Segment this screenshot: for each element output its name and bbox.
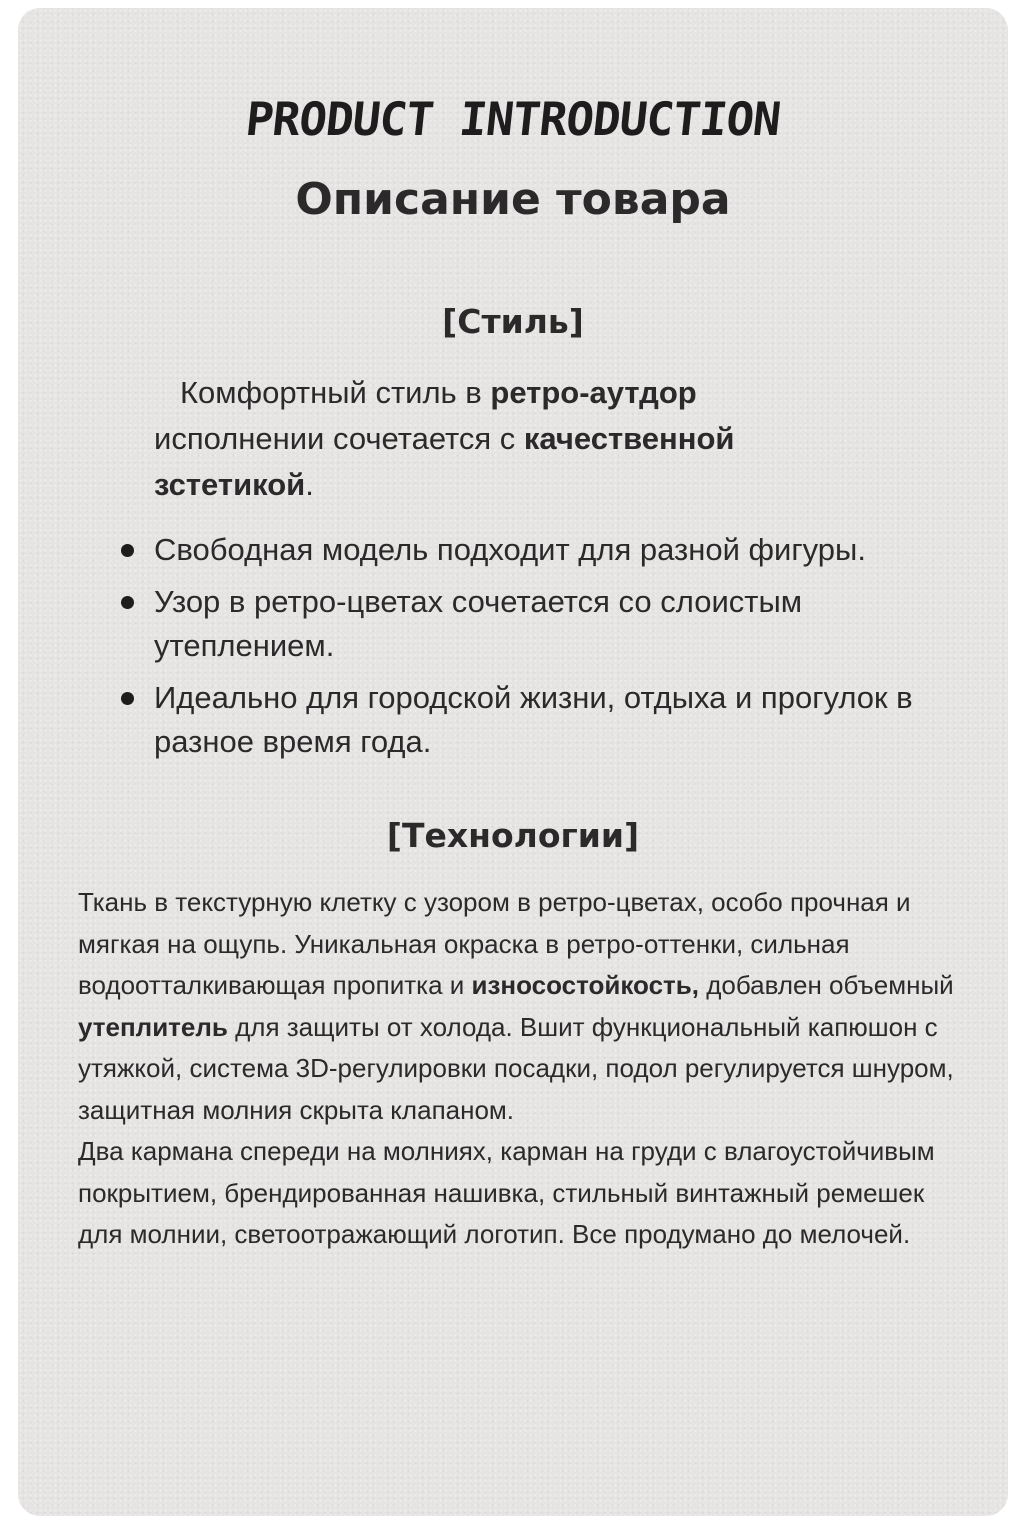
list-item — [118, 580, 938, 668]
tech-section-heading: [Технологии] — [386, 816, 640, 855]
bullet-dot-icon — [121, 544, 134, 557]
eyebrow-title: PRODUCT INTRODUCTION — [243, 92, 783, 146]
tech-paragraph — [78, 882, 958, 1131]
intro-segment: исполнении сочетается с — [154, 421, 524, 456]
intro-bold-segment: качественной зстетикой — [154, 421, 735, 502]
tech-paragraph: Два кармана спереди на молниях, карман на груди с влагоустойчивым покрытием, брендированная нашивка, стильный винтажный ремешек для молнии, светоотражающий логотип. Все продумано до мелочей. — [78, 1136, 935, 1249]
style-intro-text — [154, 370, 854, 508]
bullet-text: Узор в ретро-цветах сочетается со слоистым утеплением. — [154, 584, 803, 663]
tech-description — [78, 882, 958, 1256]
style-section-heading: [Стиль] — [442, 302, 584, 341]
page-title: Описание товара — [295, 174, 731, 225]
tech-bold-segment: утеплитель — [78, 1011, 228, 1042]
list-item — [118, 676, 938, 764]
bullet-dot-icon — [121, 596, 134, 609]
intro-bold-segment: ретро-аутдор — [490, 375, 697, 410]
tech-bold-segment: износостойкость, — [471, 970, 699, 1000]
bullet-text: Свободная модель подходит для разной фигуры. — [154, 532, 866, 567]
style-bullet-list — [118, 528, 938, 772]
tech-segment: Ткань в текстурную клетку с узором в ретро-цветах, особо прочная и мягкая на ощупь. Уникальная окраска в ретро-оттенки, сильная водоотталкивающая пропитка и — [78, 887, 911, 1000]
intro-segment: . — [305, 467, 314, 502]
tech-segment: добавлен объемный — [699, 970, 954, 1000]
intro-segment: Комфортный стиль в — [180, 375, 491, 410]
bullet-text: Идеально для городской жизни, отдыха и прогулок в разное время года. — [154, 680, 913, 759]
bullet-dot-icon — [121, 692, 134, 705]
list-item — [118, 528, 938, 572]
product-description-card — [18, 8, 1008, 1516]
tech-segment: для защиты от холода. Вшит функциональный капюшон с утяжкой, система 3D-регулировки посадки, подол регулируется шнуром, защитная молния скрыта клапаном. — [78, 1011, 954, 1125]
